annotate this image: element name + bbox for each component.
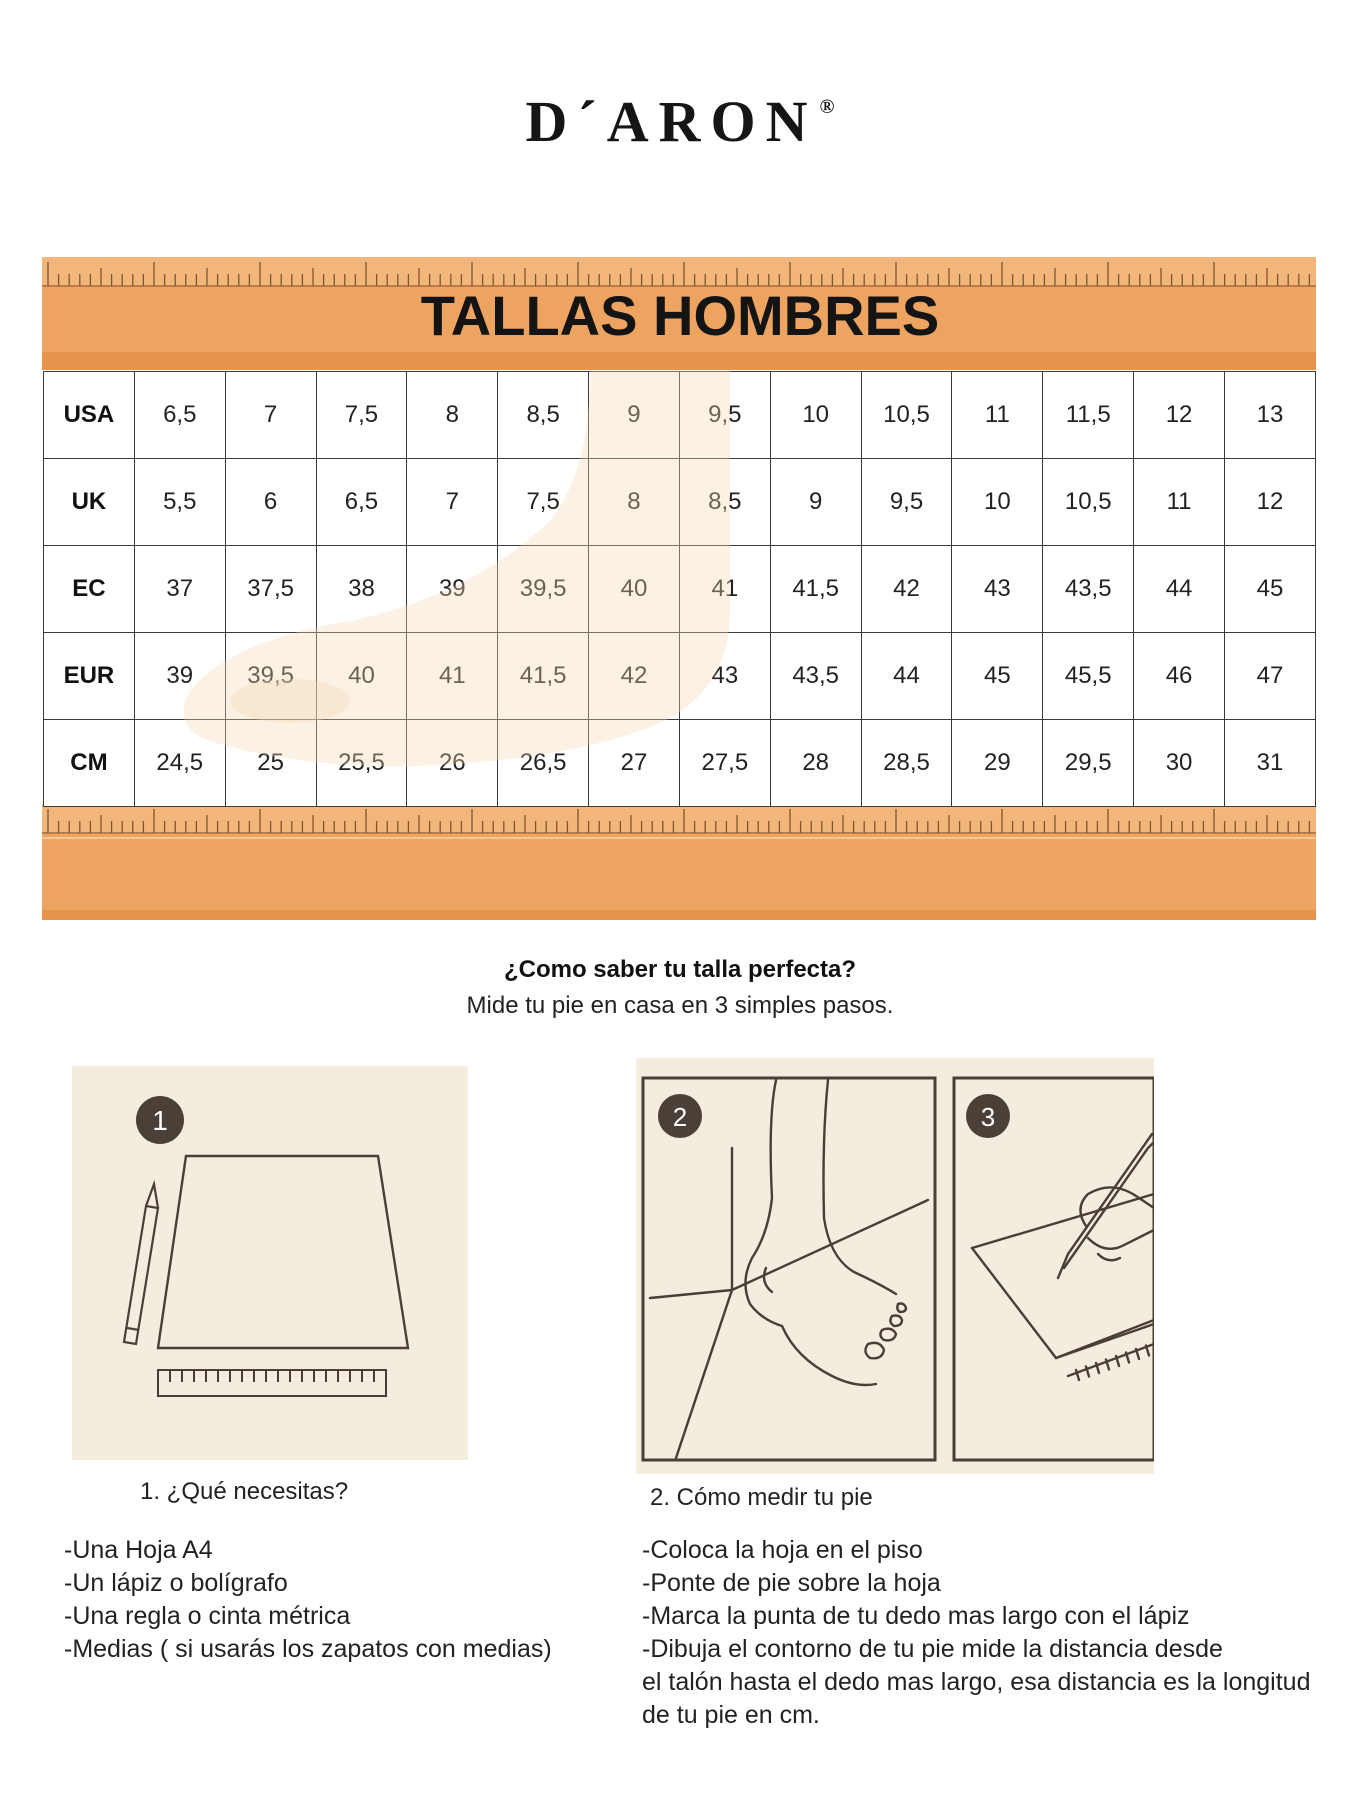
size-cell: 39,5: [498, 546, 589, 633]
size-cell: 6: [225, 459, 316, 546]
size-cell: 8: [589, 459, 680, 546]
size-row-eur: [44, 633, 1316, 720]
size-cell: 30: [1134, 720, 1225, 807]
size-cell: 10,5: [861, 372, 952, 459]
step1-illustration: [72, 1066, 468, 1460]
size-cell: 41: [679, 546, 770, 633]
size-row-label: EC: [44, 546, 135, 633]
size-cell: 42: [589, 633, 680, 720]
size-cell: 40: [316, 633, 407, 720]
step1-panel: [72, 1066, 468, 1460]
size-cell: 39,5: [225, 633, 316, 720]
size-cell: 25: [225, 720, 316, 807]
size-cell: 43: [679, 633, 770, 720]
paper-icon: [158, 1156, 408, 1348]
size-cell: 12: [1134, 372, 1225, 459]
size-row-usa: [44, 372, 1316, 459]
step2-item: -Marca la punta de tu dedo mas largo con el lápiz: [642, 1602, 1190, 1630]
size-cell: 45: [1224, 546, 1315, 633]
brand-name: D´ARON: [525, 89, 818, 154]
size-row-label: CM: [44, 720, 135, 807]
step2-3-illustration: [636, 1058, 1154, 1474]
size-cell: 43,5: [770, 633, 861, 720]
size-cell: 8: [407, 372, 498, 459]
pencil-icon: [124, 1184, 158, 1344]
step1-item: -Un lápiz o bolígrafo: [64, 1569, 288, 1597]
step2-item: -Dibuja el contorno de tu pie mide la distancia desde: [642, 1635, 1223, 1663]
size-cell: 28,5: [861, 720, 952, 807]
step1-item: -Una regla o cinta métrica: [64, 1602, 351, 1630]
step3-badge: [966, 1094, 1010, 1138]
step1-badge-number: 1: [152, 1105, 168, 1136]
size-cell: 7,5: [316, 372, 407, 459]
step2-item: de tu pie en cm.: [642, 1701, 820, 1729]
size-cell: 8,5: [679, 459, 770, 546]
size-row-uk: [44, 459, 1316, 546]
size-cell: 7: [407, 459, 498, 546]
size-cell: 38: [316, 546, 407, 633]
size-cell: 8,5: [498, 372, 589, 459]
size-cell: 45: [952, 633, 1043, 720]
step2-item: el talón hasta el dedo mas largo, esa distancia es la longitud: [642, 1668, 1311, 1696]
size-cell: 37,5: [225, 546, 316, 633]
size-cell: 24,5: [134, 720, 225, 807]
step2-list: [642, 1534, 1310, 1732]
size-cell: 39: [407, 546, 498, 633]
size-table: [43, 371, 1316, 807]
step2-badge-number: 2: [672, 1102, 688, 1132]
size-cell: 29,5: [1043, 720, 1134, 807]
size-cell: 31: [1224, 720, 1315, 807]
size-cell: 7,5: [498, 459, 589, 546]
guide-title: ¿Como saber tu talla perfecta?: [503, 956, 857, 983]
size-cell: 27,5: [679, 720, 770, 807]
table-title: TALLAS HOMBRES: [420, 284, 940, 347]
size-cell: 7: [225, 372, 316, 459]
size-cell: 9: [770, 459, 861, 546]
size-cell: 47: [1224, 633, 1315, 720]
ruler-band-bottom: [42, 804, 1316, 920]
size-cell: 46: [1134, 633, 1225, 720]
step1-item: -Una Hoja A4: [64, 1536, 213, 1564]
ruler-icon: [158, 1370, 386, 1396]
size-cell: 9,5: [861, 459, 952, 546]
step2-badge: [658, 1094, 702, 1138]
size-cell: 13: [1224, 372, 1315, 459]
size-cell: 41: [407, 633, 498, 720]
step1-item: -Medias ( si usarás los zapatos con medias): [64, 1635, 552, 1663]
size-cell: 29: [952, 720, 1043, 807]
step2-3-panel: [636, 1058, 1154, 1474]
size-cell: 42: [861, 546, 952, 633]
size-row-cm: [44, 720, 1316, 807]
size-cell: 37: [134, 546, 225, 633]
size-cell: 11: [952, 372, 1043, 459]
step2-caption: 2. Cómo medir tu pie: [650, 1484, 873, 1511]
size-cell: 11,5: [1043, 372, 1134, 459]
brand-logo: [0, 88, 1360, 155]
size-cell: 10: [770, 372, 861, 459]
size-row-label: USA: [44, 372, 135, 459]
size-cell: 25,5: [316, 720, 407, 807]
size-row-label: UK: [44, 459, 135, 546]
size-cell: 6,5: [316, 459, 407, 546]
size-cell: 11: [1134, 459, 1225, 546]
step1-badge: [136, 1096, 184, 1144]
step2-item: -Ponte de pie sobre la hoja: [642, 1569, 941, 1597]
size-cell: 26: [407, 720, 498, 807]
size-cell: 44: [1134, 546, 1225, 633]
size-cell: 44: [861, 633, 952, 720]
size-cell: 43,5: [1043, 546, 1134, 633]
registered-mark: ®: [819, 96, 835, 118]
size-cell: 41,5: [770, 546, 861, 633]
size-cell: 6,5: [134, 372, 225, 459]
size-cell: 45,5: [1043, 633, 1134, 720]
size-cell: 39: [134, 633, 225, 720]
guide-subtitle: Mide tu pie en casa en 3 simples pasos.: [466, 992, 894, 1019]
size-cell: 40: [589, 546, 680, 633]
size-cell: 10: [952, 459, 1043, 546]
size-cell: 5,5: [134, 459, 225, 546]
size-row-ec: [44, 546, 1316, 633]
size-row-label: EUR: [44, 633, 135, 720]
size-cell: 43: [952, 546, 1043, 633]
size-cell: 26,5: [498, 720, 589, 807]
size-cell: 27: [589, 720, 680, 807]
size-cell: 12: [1224, 459, 1315, 546]
step1-list: [64, 1534, 552, 1666]
step1-caption: 1. ¿Qué necesitas?: [140, 1478, 349, 1505]
size-cell: 9: [589, 372, 680, 459]
size-cell: 41,5: [498, 633, 589, 720]
step3-badge-number: 3: [980, 1102, 996, 1132]
size-cell: 10,5: [1043, 459, 1134, 546]
size-cell: 28: [770, 720, 861, 807]
size-cell: 9,5: [679, 372, 770, 459]
step2-item: -Coloca la hoja en el piso: [642, 1536, 923, 1564]
